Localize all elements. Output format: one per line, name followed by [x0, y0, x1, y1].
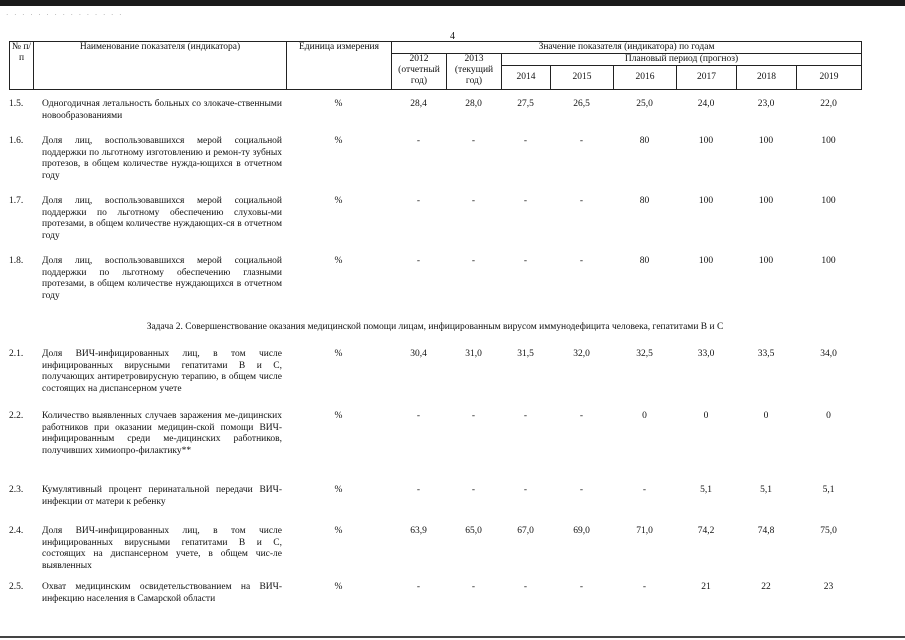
indicator-name: Доля лиц, воспользовавшихся мерой социальной поддержки по льготному изготовлению и ремон-ту зубных протезов, в общем количестве нужда-ющихся в отчетном году: [42, 136, 282, 181]
header-year-2019: 2019: [797, 66, 862, 90]
table-row: [9, 349, 861, 411]
value-cell: 0: [703, 411, 709, 421]
value-cell: 27,5: [517, 99, 534, 109]
table-header: [9, 41, 862, 90]
scan-noise: · · · · · · · · · · · · · · ·: [6, 11, 124, 19]
table-row: [9, 99, 861, 136]
value-cell: -: [471, 411, 476, 421]
header-name: Наименование показателя (индикатора): [34, 42, 287, 90]
value-cell: -: [579, 582, 584, 592]
value-cell: 28,4: [410, 99, 427, 109]
value-cell: 80: [639, 136, 650, 146]
header-year-2013: 2013 (текущий год): [447, 54, 502, 90]
value-cell: -: [523, 485, 528, 495]
indicator-name: Доля ВИЧ-инфицированных лиц, в том числе инфицированных вирусными гепатитами В и С, состоящих на диспансерном учете, в общем чис-ле выявленных: [42, 526, 282, 571]
value-cell: 100: [758, 136, 774, 146]
table-row: [9, 411, 861, 485]
value-cell: 0: [642, 411, 647, 421]
indicator-name: Доля лиц, воспользовавшихся мерой социальной поддержки по льготному обеспечению слуховы-ми протезами, в общем количестве нуждающих-ся в отчетном году: [42, 196, 282, 241]
row-number: 2.4.: [9, 526, 24, 536]
value-cell: 100: [758, 196, 774, 206]
row-number: 1.6.: [9, 136, 24, 146]
value-cell: 31,0: [465, 349, 482, 359]
header-year-2014: 2014: [502, 66, 551, 90]
unit-cell: %: [334, 136, 343, 146]
value-cell: 100: [698, 256, 714, 266]
value-cell: 21: [701, 582, 711, 592]
indicator-name: Охват медицинским освидетельствованием на ВИЧ-инфекцию населения в Самарской области: [42, 582, 282, 604]
unit-cell: %: [334, 411, 343, 421]
value-cell: -: [416, 485, 421, 495]
indicator-name: Количество выявленных случаев заражения ме-дицинских работников при оказании медицин-ской помощи ВИЧ-инфицированным среди ме-дицинских работников, получивших химиопро-филактику**: [42, 411, 282, 456]
value-cell: -: [642, 582, 647, 592]
header-year-2015: 2015: [551, 66, 614, 90]
page-bottom-edge: [0, 636, 905, 638]
value-cell: -: [523, 196, 528, 206]
task-heading: Задача 2. Совершенствование оказания медицинской помощи лицам, инфицированным вирусом иммунодефицита человека, гепатитами В и С: [146, 322, 724, 332]
value-cell: 63,9: [410, 526, 427, 536]
scan-top-edge: [0, 0, 905, 6]
value-cell: 65,0: [465, 526, 482, 536]
value-cell: -: [579, 256, 584, 266]
value-cell: 100: [821, 256, 836, 266]
value-cell: -: [579, 196, 584, 206]
value-cell: 23: [823, 582, 834, 592]
header-plan-period: Плановый период (прогноз): [502, 54, 862, 66]
indicators-table: [9, 99, 861, 622]
indicator-name: Доля лиц, воспользовавшихся мерой социальной поддержки по льготному обеспечению глазными протезами, в общем количестве нуждающихся в отчетном году: [42, 256, 282, 301]
unit-cell: %: [334, 582, 343, 592]
value-cell: 75,0: [820, 526, 837, 536]
value-cell: 22: [761, 582, 771, 592]
value-cell: -: [416, 582, 421, 592]
header-year-2017: 2017: [677, 66, 737, 90]
value-cell: -: [471, 196, 476, 206]
unit-cell: %: [334, 99, 343, 109]
value-cell: -: [523, 256, 528, 266]
value-cell: -: [471, 256, 476, 266]
value-cell: 0: [763, 411, 769, 421]
header-num: № п/п: [10, 42, 34, 90]
value-cell: -: [523, 411, 528, 421]
value-cell: 0: [826, 411, 831, 421]
indicator-name: Одногодичная летальность больных со злокаче-ственными новообразованиями: [42, 99, 282, 121]
value-cell: 23,0: [757, 99, 775, 109]
indicator-name: Кумулятивный процент перинатальной передачи ВИЧ-инфекции от матери к ребенку: [42, 485, 282, 507]
header-year-2012: 2012 (отчетный год): [392, 54, 447, 90]
table-row: [9, 136, 861, 196]
header-values-group: Значение показателя (индикатора) по годам: [392, 42, 862, 54]
value-cell: -: [416, 256, 421, 266]
value-cell: -: [416, 411, 421, 421]
value-cell: 100: [698, 196, 714, 206]
value-cell: 30,4: [410, 349, 427, 359]
row-number: 1.5.: [9, 99, 24, 109]
value-cell: -: [642, 485, 647, 495]
row-number: 2.3.: [9, 485, 24, 495]
value-cell: -: [523, 582, 528, 592]
row-number: 1.7.: [9, 196, 24, 206]
value-cell: 34,0: [820, 349, 837, 359]
value-cell: -: [523, 136, 528, 146]
value-cell: 32,5: [636, 349, 653, 359]
value-cell: 33,0: [697, 349, 715, 359]
value-cell: 80: [639, 196, 650, 206]
table-row: [9, 582, 861, 622]
value-cell: 100: [821, 196, 836, 206]
table-row: [9, 256, 861, 322]
value-cell: 24,0: [697, 99, 715, 109]
unit-cell: %: [334, 526, 343, 536]
unit-cell: %: [334, 196, 343, 206]
indicator-name: Доля ВИЧ-инфицированных лиц, в том числе инфицированных вирусными гепатитами В и С, получающих антиретровирусную терапию, в общем числе состоящих на диспансерном учете: [42, 349, 282, 394]
value-cell: 5,1: [700, 485, 712, 495]
value-cell: 5,1: [760, 485, 772, 495]
row-number: 1.8.: [9, 256, 24, 266]
value-cell: -: [471, 582, 476, 592]
value-cell: 22,0: [820, 99, 837, 109]
value-cell: 5,1: [822, 485, 835, 495]
value-cell: 25,0: [636, 99, 653, 109]
header-year-2016: 2016: [614, 66, 677, 90]
row-number: 2.1.: [9, 349, 24, 359]
value-cell: -: [416, 136, 421, 146]
table-row: [9, 196, 861, 256]
value-cell: 69,0: [573, 526, 590, 536]
value-cell: 67,0: [517, 526, 534, 536]
header-unit: Единица измерения: [287, 42, 392, 90]
value-cell: 100: [698, 136, 714, 146]
value-cell: -: [416, 196, 421, 206]
value-cell: 100: [758, 256, 774, 266]
value-cell: -: [471, 485, 476, 495]
table-row: [9, 485, 861, 526]
unit-cell: %: [334, 349, 343, 359]
value-cell: 31,5: [517, 349, 534, 359]
value-cell: 28,0: [465, 99, 482, 109]
value-cell: -: [579, 136, 584, 146]
page-number: 4: [450, 31, 455, 42]
value-cell: 32,0: [573, 349, 590, 359]
value-cell: 100: [821, 136, 836, 146]
value-cell: 26,5: [573, 99, 590, 109]
row-number: 2.2.: [9, 411, 24, 421]
value-cell: 74,2: [697, 526, 715, 536]
unit-cell: %: [334, 485, 343, 495]
task-heading-row: [9, 322, 861, 349]
value-cell: -: [471, 136, 476, 146]
table-row: [9, 526, 861, 582]
value-cell: -: [579, 485, 584, 495]
value-cell: 33,5: [757, 349, 775, 359]
row-number: 2.5.: [9, 582, 24, 592]
value-cell: 74,8: [757, 526, 775, 536]
value-cell: 80: [639, 256, 650, 266]
unit-cell: %: [334, 256, 343, 266]
value-cell: 71,0: [636, 526, 653, 536]
header-year-2018: 2018: [737, 66, 797, 90]
value-cell: -: [579, 411, 584, 421]
